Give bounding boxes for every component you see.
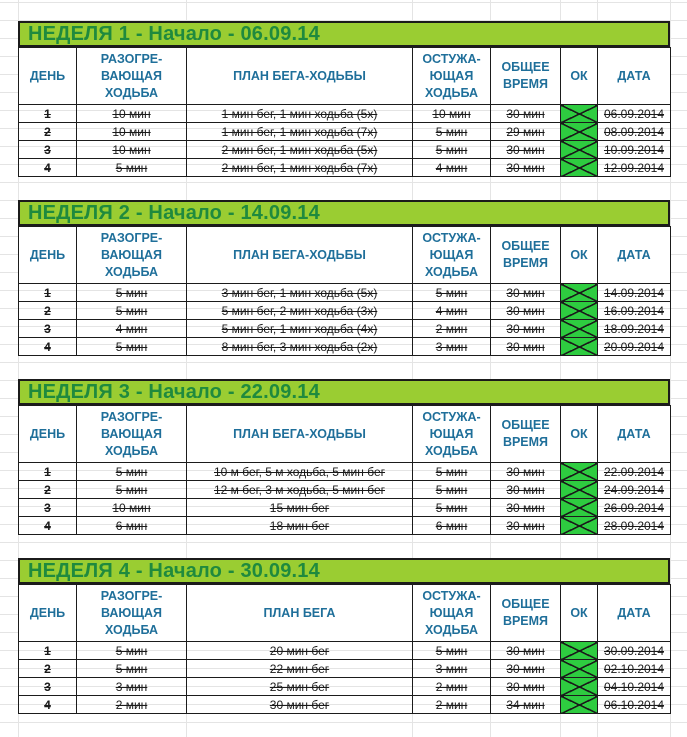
- week-title-bar: [18, 379, 670, 405]
- cell-date: [598, 481, 671, 499]
- cell-cooldown: [413, 284, 491, 302]
- cell-total-text: 29 мин: [506, 124, 545, 139]
- cell-day-text: 1: [44, 464, 51, 479]
- cell-warmup: [77, 302, 187, 320]
- column-header-total: ОБЩЕЕ ВРЕМЯ: [491, 406, 561, 463]
- cell-plan: [187, 123, 413, 141]
- ok-checkbox[interactable]: [561, 338, 598, 356]
- cell-day: [19, 463, 77, 481]
- schedule-table: [18, 226, 671, 356]
- cell-cooldown: [413, 481, 491, 499]
- table-row: [19, 696, 671, 714]
- cell-date-text: 30.09.2014: [603, 643, 665, 658]
- week-4-block: [18, 558, 670, 714]
- cell-plan-text: 5 мин бег, 2 мин ходьба (3х): [221, 303, 378, 318]
- schedule-table: [18, 584, 671, 714]
- cell-plan: [187, 141, 413, 159]
- cell-total: [491, 481, 561, 499]
- ok-checkbox[interactable]: [561, 284, 598, 302]
- column-header-date: ДАТА: [598, 227, 671, 284]
- table-row: [19, 320, 671, 338]
- cell-total-text: 30 мин: [506, 106, 545, 121]
- cell-date-text: 14.09.2014: [603, 285, 665, 300]
- cell-total: [491, 660, 561, 678]
- cell-cooldown-text: 5 мин: [435, 124, 468, 139]
- cell-date-text: 12.09.2014: [603, 160, 665, 175]
- cell-day-text: 1: [44, 285, 51, 300]
- cell-warmup: [77, 696, 187, 714]
- cell-total: [491, 338, 561, 356]
- ok-checkbox[interactable]: [561, 678, 598, 696]
- cell-warmup-text: 10 мин: [112, 142, 151, 157]
- cell-date: [598, 678, 671, 696]
- cell-day: [19, 660, 77, 678]
- cell-total-text: 30 мин: [506, 285, 545, 300]
- column-header-ok: ОК: [561, 48, 598, 105]
- cell-cooldown-text: 5 мин: [435, 643, 468, 658]
- table-row: [19, 499, 671, 517]
- cell-warmup: [77, 678, 187, 696]
- week-title-bar: [18, 558, 670, 584]
- cell-plan-text: 1 мин бег, 1 мин ходьба (7х): [221, 124, 378, 139]
- cell-day-text: 4: [44, 518, 51, 533]
- gridline: [0, 722, 687, 723]
- cell-day-text: 3: [44, 679, 51, 694]
- gridline: [0, 362, 687, 363]
- cell-date-text: 28.09.2014: [603, 518, 665, 533]
- ok-checkbox[interactable]: [561, 499, 598, 517]
- column-header-plan: ПЛАН БЕГА-ХОДЬБЫ: [187, 48, 413, 105]
- cell-plan: [187, 660, 413, 678]
- cell-date: [598, 517, 671, 535]
- column-header-ok: ОК: [561, 227, 598, 284]
- cell-date-text: 02.10.2014: [603, 661, 665, 676]
- cell-day: [19, 123, 77, 141]
- cell-date: [598, 105, 671, 123]
- cell-date: [598, 284, 671, 302]
- cell-cooldown-text: 6 мин: [435, 518, 468, 533]
- cell-cooldown: [413, 660, 491, 678]
- cell-total: [491, 320, 561, 338]
- cell-cooldown-text: 4 мин: [435, 160, 468, 175]
- week-title-bar: [18, 200, 670, 226]
- cell-day: [19, 678, 77, 696]
- cell-cooldown-text: 10 мин: [432, 106, 471, 121]
- cell-total-text: 30 мин: [506, 679, 545, 694]
- cell-plan-text: 25 мин бег: [269, 679, 330, 694]
- cell-total: [491, 123, 561, 141]
- cell-warmup: [77, 463, 187, 481]
- cell-plan: [187, 320, 413, 338]
- cell-date-text: 10.09.2014: [603, 142, 665, 157]
- week-title: НЕДЕЛЯ 3 - Начало - 22.09.14: [28, 380, 320, 403]
- cell-warmup-text: 5 мин: [115, 643, 148, 658]
- cell-date-text: 08.09.2014: [603, 124, 665, 139]
- table-row: [19, 302, 671, 320]
- table-row: [19, 338, 671, 356]
- cell-warmup: [77, 284, 187, 302]
- cell-date: [598, 463, 671, 481]
- cell-total: [491, 141, 561, 159]
- cell-cooldown-text: 2 мин: [435, 697, 468, 712]
- column-header-day: ДЕНЬ: [19, 48, 77, 105]
- week-2-block: [18, 200, 670, 356]
- cell-warmup-text: 5 мин: [115, 160, 148, 175]
- cell-warmup-text: 10 мин: [112, 106, 151, 121]
- cell-day-text: 2: [44, 303, 51, 318]
- cell-warmup: [77, 642, 187, 660]
- cell-date-text: 26.09.2014: [603, 500, 665, 515]
- column-header-total: ОБЩЕЕ ВРЕМЯ: [491, 227, 561, 284]
- cell-cooldown: [413, 159, 491, 177]
- cell-plan-text: 2 мин бег, 1 мин ходьба (5х): [221, 142, 378, 157]
- cell-plan: [187, 302, 413, 320]
- cell-day: [19, 481, 77, 499]
- cell-day: [19, 499, 77, 517]
- column-header-cooldown: ОСТУЖА-ЮЩАЯ ХОДЬБА: [413, 406, 491, 463]
- table-header-row: [19, 585, 671, 642]
- cell-total-text: 34 мин: [506, 697, 545, 712]
- cell-warmup-text: 2 мин: [115, 697, 148, 712]
- cell-day-text: 2: [44, 661, 51, 676]
- cell-plan-text: 8 мин бег, 3 мин ходьба (2х): [221, 339, 378, 354]
- gridline: [0, 182, 687, 183]
- cell-cooldown: [413, 141, 491, 159]
- cell-total: [491, 642, 561, 660]
- column-header-day: ДЕНЬ: [19, 406, 77, 463]
- week-title: НЕДЕЛЯ 2 - Начало - 14.09.14: [28, 201, 320, 224]
- column-header-total: ОБЩЕЕ ВРЕМЯ: [491, 48, 561, 105]
- cell-total-text: 30 мин: [506, 303, 545, 318]
- column-header-date: ДАТА: [598, 585, 671, 642]
- cell-cooldown-text: 4 мин: [435, 303, 468, 318]
- cell-day: [19, 338, 77, 356]
- cell-plan-text: 2 мин бег, 1 мин ходьба (7х): [221, 160, 378, 175]
- ok-checkbox[interactable]: [561, 642, 598, 660]
- ok-checkbox[interactable]: [561, 105, 598, 123]
- cell-total: [491, 284, 561, 302]
- cell-plan: [187, 642, 413, 660]
- ok-checkbox[interactable]: [561, 141, 598, 159]
- schedule-table: [18, 405, 671, 535]
- cell-warmup: [77, 141, 187, 159]
- cell-cooldown: [413, 123, 491, 141]
- column-header-date: ДАТА: [598, 48, 671, 105]
- cell-date: [598, 499, 671, 517]
- table-row: [19, 159, 671, 177]
- cell-warmup-text: 5 мин: [115, 464, 148, 479]
- cell-cooldown-text: 5 мин: [435, 142, 468, 157]
- column-header-cooldown: ОСТУЖА-ЮЩАЯ ХОДЬБА: [413, 227, 491, 284]
- cell-total-text: 30 мин: [506, 518, 545, 533]
- cell-warmup: [77, 481, 187, 499]
- cell-cooldown-text: 5 мин: [435, 285, 468, 300]
- cell-warmup-text: 5 мин: [115, 285, 148, 300]
- cell-cooldown-text: 5 мин: [435, 482, 468, 497]
- cell-plan-text: 30 мин бег: [269, 697, 330, 712]
- gridline: [0, 2, 687, 3]
- column-header-warmup: РАЗОГРЕ-ВАЮЩАЯ ХОДЬБА: [77, 48, 187, 105]
- cell-day-text: 4: [44, 160, 51, 175]
- cell-cooldown-text: 3 мин: [435, 339, 468, 354]
- cell-cooldown: [413, 678, 491, 696]
- cell-plan-text: 22 мин бег: [269, 661, 330, 676]
- cell-plan: [187, 678, 413, 696]
- cell-plan-text: 20 мин бег: [269, 643, 330, 658]
- table-row: [19, 141, 671, 159]
- cell-plan: [187, 499, 413, 517]
- cell-day: [19, 105, 77, 123]
- cell-plan-text: 18 мин бег: [269, 518, 330, 533]
- week-title-bar: [18, 21, 670, 47]
- cell-total-text: 30 мин: [506, 500, 545, 515]
- table-row: [19, 660, 671, 678]
- table-row: [19, 678, 671, 696]
- cell-day: [19, 284, 77, 302]
- table-header-row: [19, 406, 671, 463]
- cell-date: [598, 642, 671, 660]
- cell-plan: [187, 463, 413, 481]
- cell-date-text: 16.09.2014: [603, 303, 665, 318]
- cell-date: [598, 123, 671, 141]
- cell-day: [19, 159, 77, 177]
- column-header-plan: ПЛАН БЕГА-ХОДЬБЫ: [187, 406, 413, 463]
- column-header-cooldown: ОСТУЖА-ЮЩАЯ ХОДЬБА: [413, 48, 491, 105]
- cell-day-text: 1: [44, 106, 51, 121]
- cell-date: [598, 660, 671, 678]
- cell-date: [598, 159, 671, 177]
- cell-plan: [187, 696, 413, 714]
- cell-total: [491, 159, 561, 177]
- cell-day-text: 3: [44, 500, 51, 515]
- cell-date-text: 06.10.2014: [603, 697, 665, 712]
- cell-plan: [187, 338, 413, 356]
- week-title: НЕДЕЛЯ 4 - Начало - 30.09.14: [28, 559, 320, 582]
- table-row: [19, 123, 671, 141]
- cell-total-text: 30 мин: [506, 321, 545, 336]
- schedule-table: [18, 47, 671, 177]
- cell-warmup-text: 10 мин: [112, 500, 151, 515]
- table-header-row: [19, 48, 671, 105]
- cell-warmup: [77, 105, 187, 123]
- cell-warmup-text: 5 мин: [115, 339, 148, 354]
- cell-warmup-text: 4 мин: [115, 321, 148, 336]
- ok-checkbox[interactable]: [561, 696, 598, 714]
- cell-cooldown: [413, 105, 491, 123]
- cell-day-text: 3: [44, 321, 51, 336]
- table-row: [19, 517, 671, 535]
- cell-day: [19, 302, 77, 320]
- column-header-ok: ОК: [561, 585, 598, 642]
- cell-plan-text: 15 мин бег: [269, 500, 330, 515]
- cell-date-text: 18.09.2014: [603, 321, 665, 336]
- ok-checkbox[interactable]: [561, 302, 598, 320]
- table-header-row: [19, 227, 671, 284]
- cell-warmup: [77, 123, 187, 141]
- cell-total-text: 30 мин: [506, 142, 545, 157]
- cell-total: [491, 678, 561, 696]
- ok-checkbox[interactable]: [561, 463, 598, 481]
- column-header-cooldown: ОСТУЖА-ЮЩАЯ ХОДЬБА: [413, 585, 491, 642]
- column-header-date: ДАТА: [598, 406, 671, 463]
- cell-day-text: 4: [44, 339, 51, 354]
- cell-plan-text: 3 мин бег, 1 мин ходьба (5х): [221, 285, 378, 300]
- column-header-day: ДЕНЬ: [19, 227, 77, 284]
- column-header-total: ОБЩЕЕ ВРЕМЯ: [491, 585, 561, 642]
- cell-date-text: 06.09.2014: [603, 106, 665, 121]
- cell-warmup-text: 5 мин: [115, 303, 148, 318]
- cell-day-text: 1: [44, 643, 51, 658]
- cell-plan-text: 5 мин бег, 1 мин ходьба (4х): [221, 321, 378, 336]
- week-title: НЕДЕЛЯ 1 - Начало - 06.09.14: [28, 22, 320, 45]
- column-header-warmup: РАЗОГРЕ-ВАЮЩАЯ ХОДЬБА: [77, 227, 187, 284]
- cell-day: [19, 642, 77, 660]
- cell-day: [19, 320, 77, 338]
- week-3-block: [18, 379, 670, 535]
- cell-warmup-text: 5 мин: [115, 661, 148, 676]
- cell-total: [491, 499, 561, 517]
- cell-cooldown-text: 2 мин: [435, 679, 468, 694]
- cell-day: [19, 517, 77, 535]
- column-header-warmup: РАЗОГРЕ-ВАЮЩАЯ ХОДЬБА: [77, 585, 187, 642]
- cell-total-text: 30 мин: [506, 160, 545, 175]
- cell-cooldown: [413, 302, 491, 320]
- cell-cooldown-text: 5 мин: [435, 464, 468, 479]
- cell-date: [598, 141, 671, 159]
- cell-date-text: 24.09.2014: [603, 482, 665, 497]
- cell-day-text: 2: [44, 482, 51, 497]
- cell-total: [491, 517, 561, 535]
- cell-plan: [187, 284, 413, 302]
- cell-cooldown: [413, 499, 491, 517]
- cell-cooldown: [413, 463, 491, 481]
- cell-total: [491, 696, 561, 714]
- cell-cooldown: [413, 642, 491, 660]
- cell-total: [491, 105, 561, 123]
- ok-checkbox[interactable]: [561, 159, 598, 177]
- cell-warmup-text: 5 мин: [115, 482, 148, 497]
- column-header-plan: ПЛАН БЕГА-ХОДЬБЫ: [187, 227, 413, 284]
- cell-day-text: 2: [44, 124, 51, 139]
- cell-total-text: 30 мин: [506, 482, 545, 497]
- cell-total-text: 30 мин: [506, 464, 545, 479]
- cell-day: [19, 696, 77, 714]
- cell-plan-text: 10 м бег, 5 м ходьба, 5 мин бег: [213, 464, 386, 479]
- ok-checkbox[interactable]: [561, 517, 598, 535]
- cell-warmup: [77, 338, 187, 356]
- table-row: [19, 105, 671, 123]
- cell-date: [598, 696, 671, 714]
- cell-warmup-text: 6 мин: [115, 518, 148, 533]
- ok-checkbox[interactable]: [561, 481, 598, 499]
- cell-plan: [187, 105, 413, 123]
- cell-day: [19, 141, 77, 159]
- column-header-day: ДЕНЬ: [19, 585, 77, 642]
- cell-cooldown: [413, 338, 491, 356]
- ok-checkbox[interactable]: [561, 123, 598, 141]
- cell-warmup: [77, 499, 187, 517]
- cell-date-text: 20.09.2014: [603, 339, 665, 354]
- cell-date: [598, 320, 671, 338]
- cell-plan: [187, 517, 413, 535]
- gridline: [0, 542, 687, 543]
- cell-cooldown-text: 2 мин: [435, 321, 468, 336]
- ok-checkbox[interactable]: [561, 660, 598, 678]
- table-row: [19, 481, 671, 499]
- cell-warmup-text: 3 мин: [115, 679, 148, 694]
- cell-total: [491, 302, 561, 320]
- cell-total-text: 30 мин: [506, 661, 545, 676]
- cell-plan-text: 1 мин бег, 1 мин ходьба (5х): [221, 106, 378, 121]
- table-row: [19, 642, 671, 660]
- cell-date-text: 04.10.2014: [603, 679, 665, 694]
- cell-warmup: [77, 320, 187, 338]
- column-header-warmup: РАЗОГРЕ-ВАЮЩАЯ ХОДЬБА: [77, 406, 187, 463]
- table-row: [19, 284, 671, 302]
- cell-cooldown: [413, 696, 491, 714]
- cell-warmup: [77, 159, 187, 177]
- cell-cooldown-text: 5 мин: [435, 500, 468, 515]
- cell-date: [598, 338, 671, 356]
- column-header-plan: ПЛАН БЕГА: [187, 585, 413, 642]
- cell-day-text: 3: [44, 142, 51, 157]
- cell-date: [598, 302, 671, 320]
- cell-day-text: 4: [44, 697, 51, 712]
- cell-cooldown: [413, 517, 491, 535]
- ok-checkbox[interactable]: [561, 320, 598, 338]
- cell-plan: [187, 481, 413, 499]
- cell-total-text: 30 мин: [506, 339, 545, 354]
- cell-total-text: 30 мин: [506, 643, 545, 658]
- cell-warmup: [77, 517, 187, 535]
- cell-warmup: [77, 660, 187, 678]
- cell-cooldown-text: 3 мин: [435, 661, 468, 676]
- table-row: [19, 463, 671, 481]
- cell-plan: [187, 159, 413, 177]
- cell-total: [491, 463, 561, 481]
- cell-cooldown: [413, 320, 491, 338]
- week-1-block: [18, 21, 670, 177]
- column-header-ok: ОК: [561, 406, 598, 463]
- cell-date-text: 22.09.2014: [603, 464, 665, 479]
- cell-plan-text: 12 м бег, 3 м ходьба, 5 мин бег: [213, 482, 386, 497]
- cell-warmup-text: 10 мин: [112, 124, 151, 139]
